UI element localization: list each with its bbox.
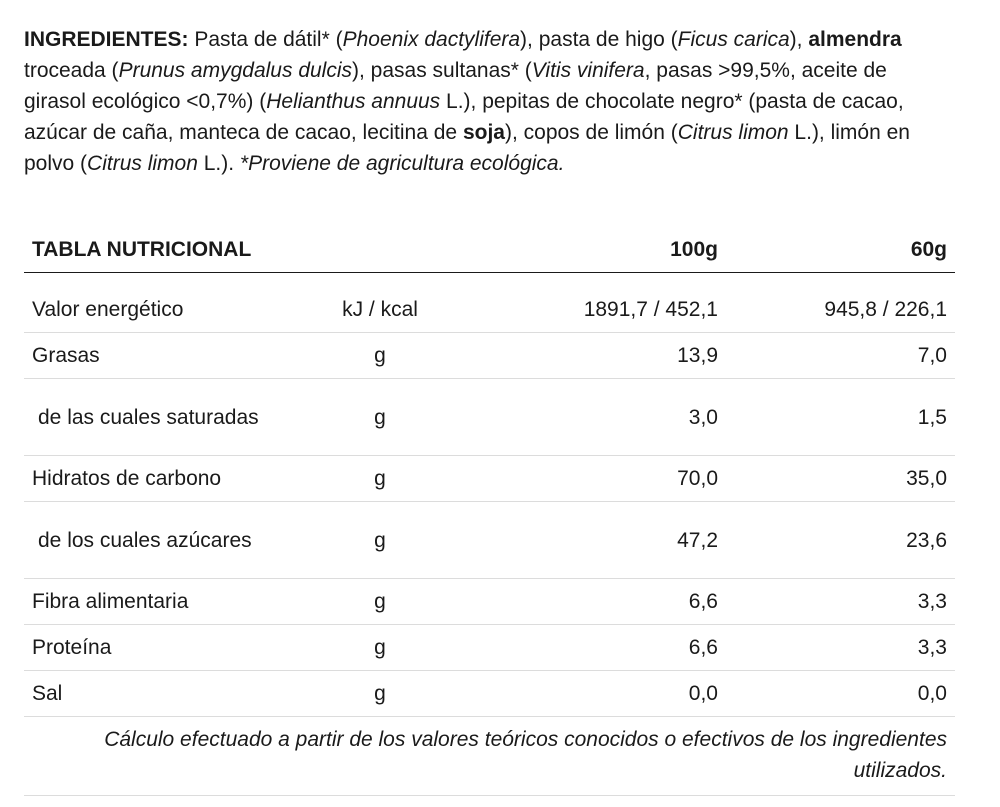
nutrient-sublabel: de los cuales azúcares xyxy=(24,502,324,579)
table-row xyxy=(24,625,955,671)
nutrient-unit: g xyxy=(324,333,436,379)
nutrient-label: Fibra alimentaria xyxy=(24,579,324,625)
nutrition-table xyxy=(24,228,955,796)
value-60g: 23,6 xyxy=(726,502,955,579)
table-row xyxy=(24,502,955,579)
ingredient-latin-name: Ficus carica xyxy=(677,28,790,51)
value-100g: 47,2 xyxy=(436,502,726,579)
ingredient-latin-name: Citrus limon xyxy=(677,121,789,144)
table-row xyxy=(24,456,955,502)
nutrient-label: Grasas xyxy=(24,333,324,379)
ingredients-part: Pasta de dátil* ( xyxy=(188,28,343,51)
footnote-row xyxy=(24,717,955,796)
nutrition-table-title: TABLA NUTRICIONAL xyxy=(24,228,436,273)
value-60g: 0,0 xyxy=(726,671,955,717)
ingredients-part: ), xyxy=(789,28,809,51)
ingredients-part: L.), limón en polvo ( xyxy=(24,121,910,175)
value-60g: 7,0 xyxy=(726,333,955,379)
column-header-100g: 100g xyxy=(436,228,726,273)
value-100g: 70,0 xyxy=(436,456,726,502)
calculation-footnote: Cálculo efectuado a partir de los valores teóricos conocidos o efectivos de los ingredientes utilizados. xyxy=(24,717,955,796)
value-100g: 6,6 xyxy=(436,625,726,671)
value-60g: 3,3 xyxy=(726,579,955,625)
ingredient-latin-name: Prunus amygdalus dulcis xyxy=(118,59,353,82)
nutrition-header-row xyxy=(24,228,955,273)
ingredients-part: ), pasta de higo ( xyxy=(520,28,678,51)
ingredients-heading: INGREDIENTES: xyxy=(24,28,189,51)
nutrient-unit: g xyxy=(324,456,436,502)
ingredients-part: ), pasas sultanas* ( xyxy=(352,59,532,82)
table-row xyxy=(24,379,955,456)
ingredients-part: , pasas >99,5%, aceite de girasol ecológico <0,7%) ( xyxy=(24,59,887,113)
value-60g: 1,5 xyxy=(726,379,955,456)
nutrient-sublabel: de las cuales saturadas xyxy=(24,379,324,456)
value-100g: 13,9 xyxy=(436,333,726,379)
nutrient-label: Proteína xyxy=(24,625,324,671)
ingredients-part: ), copos de limón ( xyxy=(504,121,678,144)
ingredient-latin-name: Phoenix dactylifera xyxy=(342,28,521,51)
ingredients-text xyxy=(24,24,954,179)
table-row xyxy=(24,287,955,333)
nutrient-unit: g xyxy=(324,502,436,579)
value-100g: 1891,7 / 452,1 xyxy=(436,287,726,333)
nutrient-unit: g xyxy=(324,379,436,456)
organic-note: *Proviene de agricultura ecológica. xyxy=(239,152,565,175)
nutrient-unit: kJ / kcal xyxy=(324,287,436,333)
value-60g: 3,3 xyxy=(726,625,955,671)
table-row xyxy=(24,671,955,717)
nutrient-label: Sal xyxy=(24,671,324,717)
ingredients-part: troceada ( xyxy=(24,59,119,82)
value-60g: 35,0 xyxy=(726,456,955,502)
value-60g: 945,8 / 226,1 xyxy=(726,287,955,333)
column-header-60g: 60g xyxy=(726,228,955,273)
nutrient-label: Valor energético xyxy=(24,287,324,333)
value-100g: 3,0 xyxy=(436,379,726,456)
table-row xyxy=(24,333,955,379)
table-row xyxy=(24,579,955,625)
value-100g: 0,0 xyxy=(436,671,726,717)
allergen-almendra: almendra xyxy=(808,28,902,51)
ingredient-latin-name: Helianthus annuus xyxy=(266,90,441,113)
nutrient-unit: g xyxy=(324,579,436,625)
ingredient-latin-name: Citrus limon xyxy=(87,152,198,175)
nutrient-label: Hidratos de carbono xyxy=(24,456,324,502)
ingredient-latin-name: Vitis vinifera xyxy=(531,59,645,82)
value-100g: 6,6 xyxy=(436,579,726,625)
nutrient-unit: g xyxy=(324,671,436,717)
ingredients-part: L.), pepitas de chocolate negro* (pasta de cacao, azúcar de caña, manteca de cacao, lecitina de xyxy=(24,90,904,144)
allergen-soja: soja xyxy=(462,121,505,144)
nutrient-unit: g xyxy=(324,625,436,671)
ingredients-part: L.). xyxy=(197,152,240,175)
